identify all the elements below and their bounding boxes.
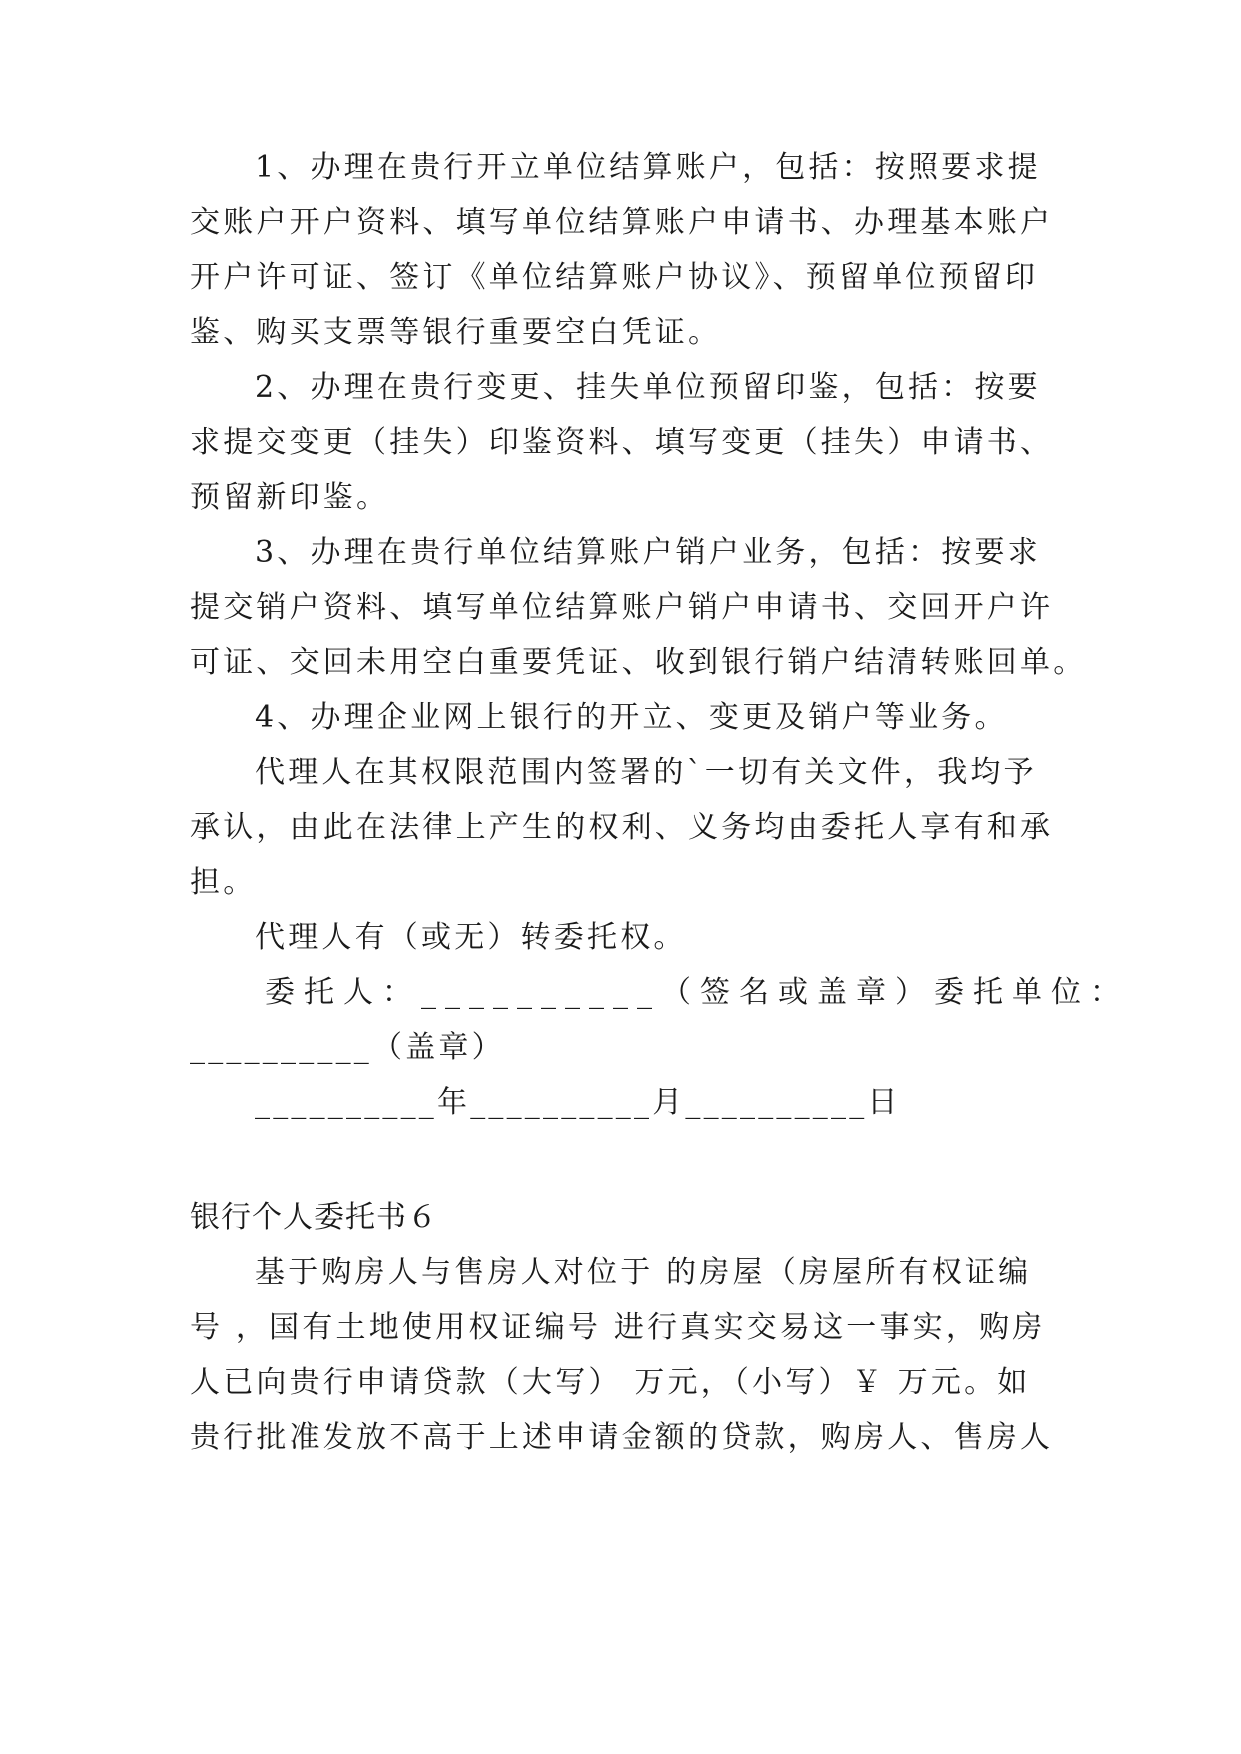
sub-delegation-line: 代理人有（或无）转委托权。 [255,920,687,955]
clause-1-line-2: 交账户开户资料、填写单位结算账户申请书、办理基本账户 [190,205,1054,240]
clause-3-line-2: 提交销户资料、填写单位结算账户销户申请书、交回开户许 [190,590,1054,625]
section-heading: 银行个人委托书６ [190,1200,438,1235]
loan-paragraph-line-4: 贵行批准发放不高于上述申请金额的贷款，购房人、售房人 [190,1420,1054,1455]
loan-paragraph-line-2: 号 ，国有土地使用权证编号 进行真实交易这一事实，购房 [190,1310,1046,1345]
clause-1-line-4: 鉴、购买支票等银行重要空白凭证。 [190,315,722,350]
date-line: __________年__________月__________日 [255,1085,901,1120]
unit-seal-line: __________（盖章） [190,1030,505,1065]
principal-signature-line: 委托人：__________（签名或盖章）委托单位： [265,975,1129,1010]
clause-4-line-1: 4、办理企业网上银行的开立、变更及销户等业务。 [255,700,1008,735]
acknowledgement-line-2: 承认，由此在法律上产生的权利、义务均由委托人享有和承 [190,810,1054,845]
clause-2-line-2: 求提交变更（挂失）印鉴资料、填写变更（挂失）申请书、 [190,425,1054,460]
clause-3-line-3: 可证、交回未用空白重要凭证、收到银行销户结清转账回单。 [190,645,1087,680]
acknowledgement-line-1: 代理人在其权限范围内签署的`一切有关文件，我均予 [255,755,1037,790]
clause-1-line-1: 1、办理在贵行开立单位结算账户，包括：按照要求提 [255,150,1041,185]
clause-3-line-1: 3、办理在贵行单位结算账户销户业务，包括：按要求 [255,535,1041,570]
clause-1-line-3: 开户许可证、签订《单位结算账户协议》、预留单位预留印 [190,260,1039,295]
loan-paragraph-line-3: 人已向贵行申请贷款（大写） 万元，（小写）￥ 万元。如 [190,1365,1031,1400]
loan-paragraph-line-1: 基于购房人与售房人对位于 的房屋（房屋所有权证编 [255,1255,1032,1290]
clause-2-line-1: 2、办理在贵行变更、挂失单位预留印鉴，包括：按要 [255,370,1041,405]
acknowledgement-line-3: 担。 [190,865,257,900]
clause-2-line-3: 预留新印鉴。 [190,480,390,515]
